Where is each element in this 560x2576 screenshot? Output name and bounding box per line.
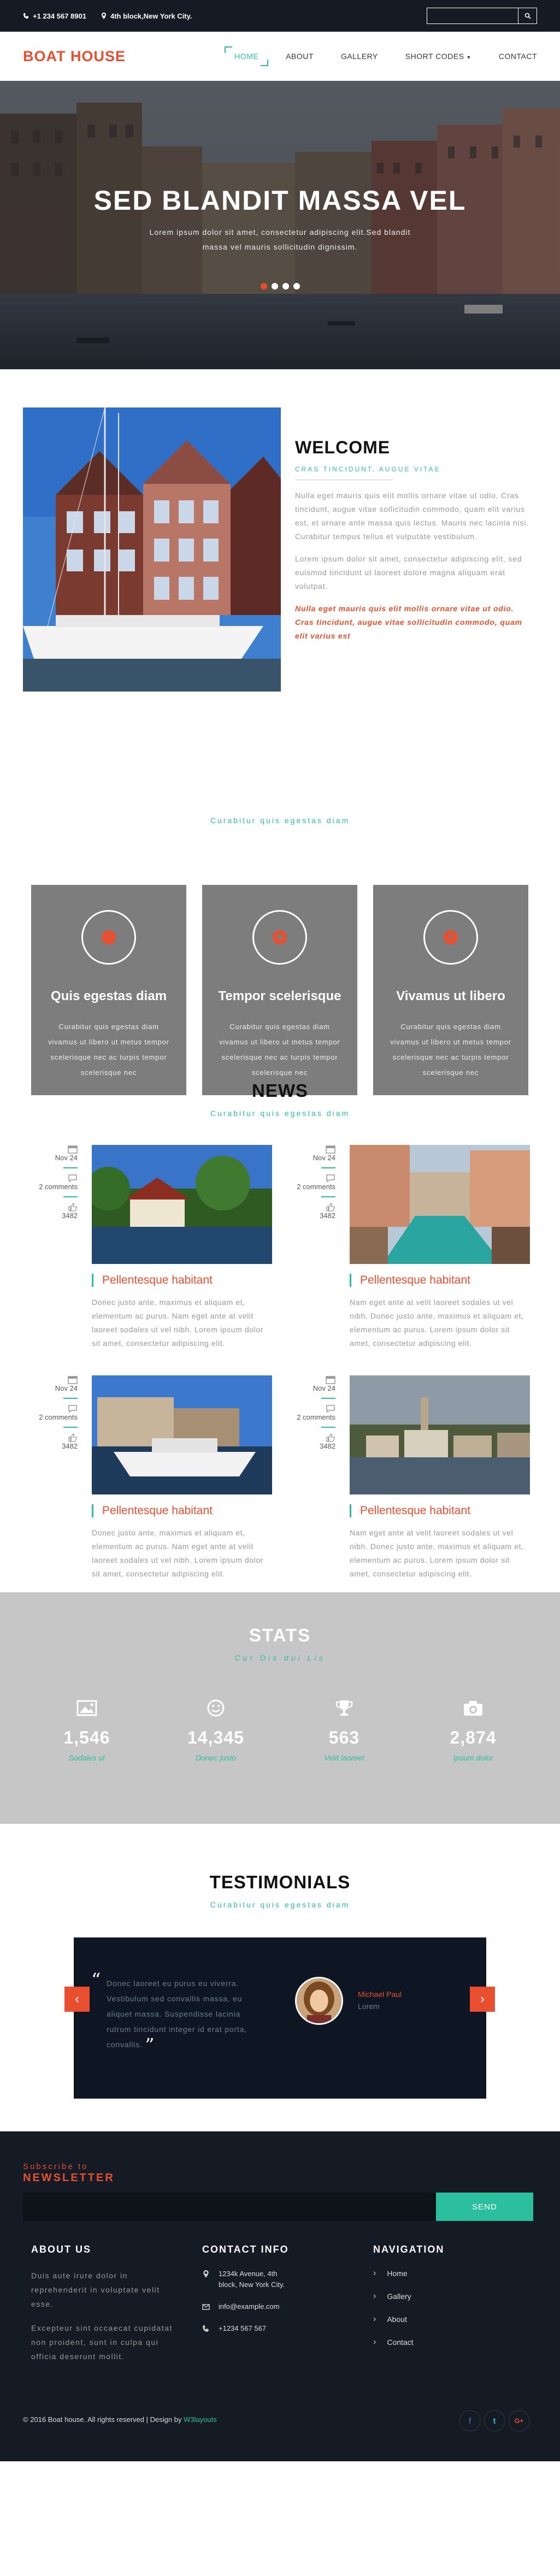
divider <box>321 1196 335 1197</box>
trophy-icon <box>334 1699 355 1717</box>
chevron-right-icon: › <box>373 2268 376 2278</box>
service-icon-ring <box>423 910 478 965</box>
google-plus-icon[interactable]: G+ <box>508 2410 530 2432</box>
service-icon-ring <box>81 910 136 965</box>
news-headline[interactable]: Pellentesque habitant <box>92 1504 272 1517</box>
divider <box>321 1398 335 1399</box>
testimonial-role: Lorem <box>358 2002 380 2011</box>
footer-link-label: Contact <box>387 2338 414 2347</box>
welcome-content <box>295 438 531 643</box>
footer-link-label: Gallery <box>387 2292 411 2301</box>
about-paragraph: Excepteur sint occaecat cupidatat non proident, sunt in culpa qui officia deserunt mollit. <box>31 2324 173 2361</box>
quote-open-icon: “ <box>91 1969 102 1991</box>
news-date: Nov 24 <box>313 1384 335 1392</box>
thumbs-up-icon <box>326 1203 335 1212</box>
news-tagline: Curabitur quis egestas diam <box>210 1109 350 1118</box>
phone-icon <box>23 13 30 19</box>
news-image-yacht <box>92 1375 272 1494</box>
news-excerpt: Nam eget ante at velit laoreet sodales ut vel nibh. Donec justo ante, maximus et aliquam et, elementum ac purus. Lorem ipsum dolor sit amet, consectetur adipiscing elit. <box>350 1298 524 1348</box>
calendar-icon <box>326 1375 335 1384</box>
twitter-icon[interactable]: t <box>484 2410 505 2432</box>
stats-section <box>0 1592 560 1824</box>
news-meta <box>281 1375 335 1450</box>
news-image-riverside-town <box>350 1375 530 1494</box>
stat-item <box>413 1699 533 1762</box>
welcome-emphasis: Nulla eget mauris quis elit mollis ornare vitae ut odio. Cras tincidunt, augue vitae sollicitudin commodo, quam elit varius est <box>295 604 522 640</box>
news-title: NEWS <box>252 1080 308 1101</box>
divider <box>321 1167 335 1168</box>
nav-contact[interactable]: CONTACT <box>498 52 537 61</box>
nav-gallery[interactable]: GALLERY <box>340 52 378 61</box>
image-icon <box>76 1699 97 1717</box>
news-headline[interactable]: Pellentesque habitant <box>92 1274 272 1287</box>
welcome-tagline: CRAS TINCIDUNT, AUGUE VITAE <box>295 465 441 473</box>
stat-label: Sodales ut <box>68 1753 105 1762</box>
news-image-house-lake <box>92 1145 272 1264</box>
service-icon-ring <box>252 910 307 965</box>
contact-column <box>202 2244 355 2345</box>
news-excerpt: Nam eget ante at velit laoreet sodales ut vel nibh. Donec justo ante, maximus et aliquam et, elementum ac purus. Lorem ipsum dolor sit amet, consectetur adipiscing elit. <box>350 1528 524 1578</box>
welcome-title: WELCOME <box>295 438 391 457</box>
news-item <box>23 1145 269 1352</box>
footer-link-contact[interactable] <box>373 2337 526 2347</box>
stat-item <box>284 1699 404 1762</box>
news-item <box>23 1375 269 1583</box>
logo[interactable]: BOAT HOUSE <box>23 48 126 64</box>
slider-dot[interactable] <box>261 283 267 289</box>
contact-email-text[interactable]: info@example.com <box>219 2302 280 2311</box>
news-likes[interactable]: 3482 <box>62 1442 78 1450</box>
phone-text: +1 234 567 8901 <box>33 11 86 20</box>
testimonials-title: TESTIMONIALS <box>209 1872 351 1892</box>
newsletter-label: NEWSLETTER <box>23 2172 115 2184</box>
service-text: Curabitur quis egestas diam vivamus ut libero ut metus tempor scelerisque nec ac turpis tempor scelerisque nec <box>48 1023 169 1077</box>
send-button[interactable]: SEND <box>436 2193 533 2221</box>
copyright <box>23 2415 217 2424</box>
about-column <box>31 2244 184 2373</box>
nav-about[interactable]: ABOUT <box>286 52 314 61</box>
news-comments[interactable]: 2 comments <box>297 1413 335 1421</box>
stat-item <box>27 1699 147 1762</box>
news-comments[interactable]: 2 comments <box>39 1413 78 1421</box>
service-text: Curabitur quis egestas diam vivamus ut libero ut metus tempor scelerisque nec ac turpis tempor scelerisque nec <box>390 1023 511 1077</box>
contact-title: CONTACT INFO <box>202 2244 289 2255</box>
news-meta <box>281 1145 335 1220</box>
news-headline[interactable]: Pellentesque habitant <box>350 1274 530 1287</box>
testimonial-card <box>74 1937 486 2099</box>
prev-arrow-icon[interactable]: ‹ <box>64 1987 90 2012</box>
testimonials-section <box>0 1824 560 2131</box>
copyright-text: © 2016 Boat house. All rights reserved | Design by <box>23 2415 182 2424</box>
smiley-icon <box>205 1699 226 1717</box>
stat-label: Donec justo <box>196 1753 236 1762</box>
contact-email <box>202 2301 355 2312</box>
comment-icon <box>326 1174 335 1183</box>
footer-link-home[interactable] <box>373 2268 526 2278</box>
comment-icon <box>68 1404 78 1413</box>
stats-tagline: Cur Dis dui Lis <box>234 1653 326 1662</box>
stat-label: Ipsum dolor <box>453 1753 493 1762</box>
testimonial-name: Michael Paul <box>358 1990 402 1999</box>
slider-dots <box>0 283 560 289</box>
welcome-paragraph: Nulla eget mauris quis elit mollis ornare vitae ut odio. Cras tincidunt, augue vitae sollicitudin commodo, quam elit varius est, et ornare ante massa quis lectus. Mauris nec lacinia nisi. Curabitur tempus tellus et vulputate vestibulum. <box>295 491 529 541</box>
search-button[interactable] <box>518 8 537 24</box>
thumbs-up-icon <box>326 1433 335 1442</box>
navigation-column <box>373 2244 526 2360</box>
cross-icon: ✕ <box>444 930 458 944</box>
service-title: Tempor scelerisque <box>218 989 341 1003</box>
news-image-canal <box>350 1145 530 1264</box>
divider <box>63 1398 78 1399</box>
hero-slider <box>0 81 560 369</box>
news-excerpt: Donec justo ante, maximus et aliquam et, elementum ac purus. Nam eget ante at velit laoreet sodales ut vel nibh. Lorem ipsum dolor sit amet, consectetur adipiscing elit. <box>92 1528 263 1578</box>
news-date: Nov 24 <box>313 1154 335 1162</box>
about-title: ABOUT US <box>31 2244 91 2255</box>
stats-title: STATS <box>249 1625 311 1645</box>
map-marker-icon <box>101 13 107 19</box>
address-info <box>101 12 192 20</box>
divider <box>63 1427 78 1428</box>
news-excerpt: Donec justo ante, maximus et aliquam et, elementum ac purus. Nam eget ante at velit laoreet sodales ut vel nibh. Lorem ipsum dolor sit amet, consectetur adipiscing elit. <box>92 1298 263 1348</box>
newsletter-email-input[interactable] <box>23 2193 436 2221</box>
site-footer <box>0 2131 560 2461</box>
news-meta <box>23 1145 78 1220</box>
divider <box>63 1167 78 1168</box>
designer-link[interactable]: W3layouts <box>184 2415 217 2424</box>
quote-close-icon: ” <box>145 2034 155 2057</box>
stat-label: Velit laoreet <box>324 1753 364 1762</box>
stat-item <box>156 1699 276 1762</box>
search-icon <box>524 13 531 19</box>
contact-address-text: 1234k Avenue, 4th block, New York City. <box>219 2270 285 2289</box>
map-marker-icon <box>202 2270 210 2278</box>
phone-info <box>23 12 86 20</box>
stat-value: 14,345 <box>187 1728 244 1747</box>
news-date: Nov 24 <box>55 1384 78 1392</box>
footer-link-label: About <box>387 2315 407 2324</box>
news-section <box>0 1032 560 1592</box>
nav-short-codes[interactable] <box>405 52 471 61</box>
hero-title: SED BLANDIT MASSA VEL <box>93 185 467 216</box>
news-meta <box>23 1375 78 1450</box>
welcome-section <box>0 369 560 738</box>
stat-value: 1,546 <box>63 1728 110 1747</box>
stat-value: 2,874 <box>450 1728 497 1747</box>
slider-dot[interactable] <box>282 283 289 289</box>
home-icon: ⌂ <box>102 930 116 944</box>
top-bar <box>0 0 560 32</box>
news-date: Nov 24 <box>55 1154 78 1162</box>
search-input[interactable] <box>427 8 518 24</box>
welcome-paragraph: Lorem ipsum dolor sit amet, consectetur adipiscing elit, sed euismod tincidunt ut laoreet dolore magna aliquam erat volutpat. <box>295 554 522 590</box>
nav-short-codes-label: SHORT CODES <box>405 52 464 61</box>
service-title: Quis egestas diam <box>50 989 167 1003</box>
hero-subtitle: Lorem ipsum dolor sit amet, consectetur adipiscing elit.Sed blandit massa vel mauris sollicitudin dignissim. <box>149 228 411 251</box>
subscribe-label: Subscribe to <box>23 2162 89 2171</box>
phone-icon <box>202 2325 210 2332</box>
contact-phone-text: +1234 567 567 <box>219 2324 267 2332</box>
comment-icon <box>68 1174 78 1183</box>
service-title: Vivamus ut libero <box>396 989 505 1003</box>
contact-address <box>202 2268 355 2290</box>
divider <box>63 1196 78 1197</box>
services-tagline: Curabitur quis egestas diam <box>210 816 350 825</box>
sailboat-houses-image <box>23 407 281 692</box>
thumbs-up-icon <box>68 1203 78 1212</box>
news-likes[interactable]: 3482 <box>320 1212 335 1220</box>
contact-phone <box>202 2323 355 2334</box>
search-form <box>427 8 537 24</box>
caret-down-icon: ▼ <box>466 55 471 60</box>
stat-value: 563 <box>328 1728 360 1747</box>
camera-icon <box>463 1699 484 1717</box>
footer-link-label: Home <box>387 2269 408 2278</box>
site-header <box>0 32 560 81</box>
news-item <box>281 1375 527 1583</box>
news-comments[interactable]: 2 comments <box>297 1183 335 1191</box>
news-comments[interactable]: 2 comments <box>39 1183 78 1191</box>
nav-home[interactable]: HOME <box>234 52 259 61</box>
news-item <box>281 1145 527 1352</box>
services-section <box>0 738 560 1077</box>
testimonials-tagline: Curabitur quis egestas diam <box>210 1900 350 1909</box>
thumbs-up-icon <box>68 1433 78 1442</box>
news-likes[interactable]: 3482 <box>62 1212 78 1220</box>
news-likes[interactable]: 3482 <box>320 1442 335 1450</box>
service-text: Curabitur quis egestas diam vivamus ut libero ut metus tempor scelerisque nec ac turpis tempor scelerisque nec <box>219 1023 340 1077</box>
slider-dot[interactable] <box>272 283 278 289</box>
main-nav <box>207 52 537 61</box>
divider <box>321 1427 335 1428</box>
calendar-icon <box>68 1145 78 1154</box>
address-text: 4th block,New York City. <box>110 11 192 20</box>
next-arrow-icon[interactable]: › <box>470 1987 495 2012</box>
envelope-icon <box>202 2303 210 2311</box>
gear-icon: ✱ <box>273 930 287 944</box>
navigation-title: NAVIGATION <box>373 2244 445 2255</box>
chevron-right-icon: › <box>373 2337 376 2347</box>
about-paragraph: Duis aute irure dolor in reprehenderit in voluptate velit esse. <box>31 2271 160 2308</box>
calendar-icon <box>68 1375 78 1384</box>
slider-dot[interactable] <box>293 283 300 289</box>
news-headline[interactable]: Pellentesque habitant <box>350 1504 530 1517</box>
footer-link-gallery[interactable] <box>373 2291 526 2301</box>
calendar-icon <box>326 1145 335 1154</box>
chevron-right-icon: › <box>373 2291 376 2301</box>
footer-link-about[interactable] <box>373 2314 526 2324</box>
testimonial-text: Donec laoreet eu purus eu viverra. Vestibulum sed convallis massa, eu aliquet massa. Suspendisse lacinia rutrum tincidunt integer id erat porta, convallis. <box>107 1979 247 2049</box>
chevron-right-icon: › <box>373 2314 376 2324</box>
testimonial-quote <box>91 1969 254 2057</box>
hero-caption <box>0 185 560 255</box>
comment-icon <box>326 1404 335 1413</box>
avatar <box>295 1977 343 2025</box>
facebook-icon[interactable]: f <box>459 2410 481 2432</box>
